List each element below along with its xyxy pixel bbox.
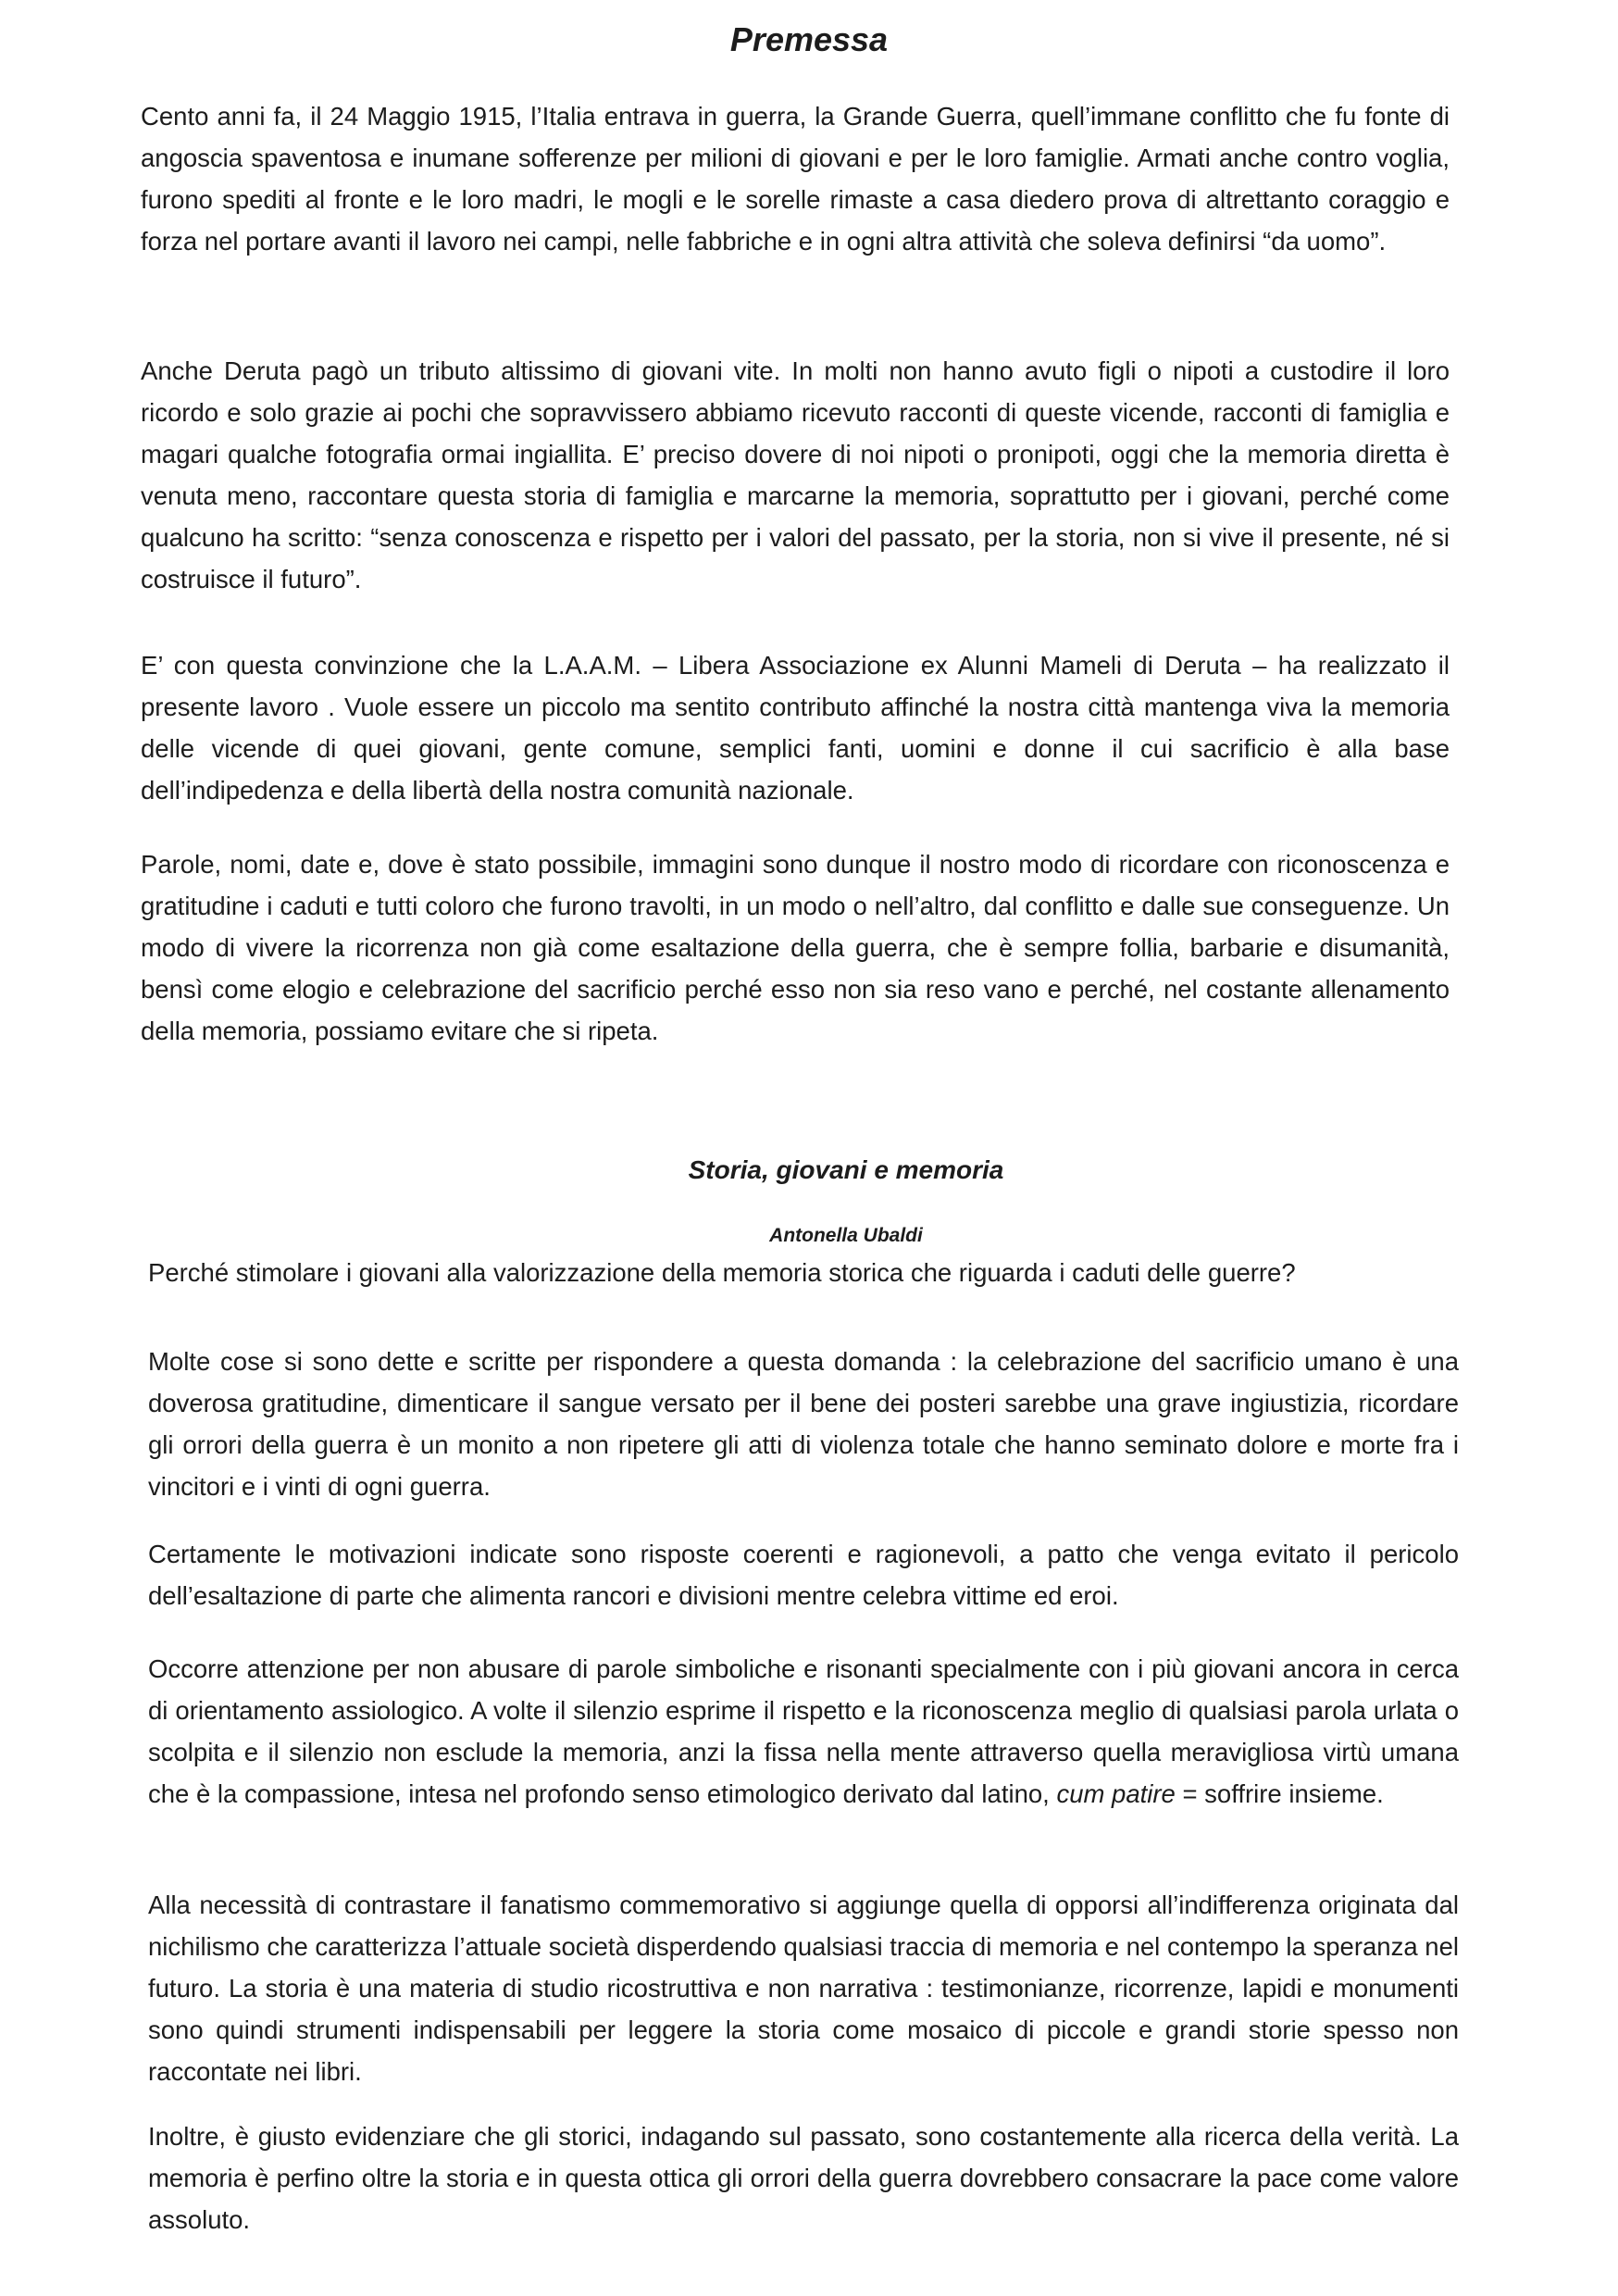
premessa-paragraph-4: Parole, nomi, date e, dove è stato possibile, immagini sono dunque il nostro modo di ricordare con riconoscenza e gratitudine i caduti e tutti coloro che furono travolti, in un modo o nell’altro, dal conflitto e dalle sue conseguenze. Un modo di vivere la ricorrenza non già come esaltazione della guerra, che è sempre follia, barbarie e disumanità, bensì come elogio e celebrazione del sacrificio perché esso non sia reso vano e perché, nel costante allenamento della memoria, possiamo evitare che si ripeta. — [141, 850, 1450, 1045]
latin-phrase: cum patire — [1056, 1779, 1176, 1808]
storia-paragraph-2: Molte cose si sono dette e scritte per rispondere a questa domanda : la celebrazione del sacrificio umano è una doverosa gratitudine, dimenticare il sangue versato per il bene dei posteri sarebbe una grave ingiustizia, ricordare gli orrori della guerra è un monito a non ripetere gli atti di violenza totale che hanno seminato dolore e morte fra i vincitori e i vinti di ogni guerra. — [148, 1347, 1459, 1501]
storia-paragraph-latin — [148, 1648, 1459, 1815]
storia-title: Storia, giovani e memoria — [688, 1155, 1004, 1184]
storia-paragraph-5: Alla necessità di contrastare il fanatismo commemorativo si aggiunge quella di opporsi all’indifferenza originata dal nichilismo che caratterizza l’attuale società disperdendo qualsiasi traccia di memoria e nel contempo la speranza nel futuro. La storia è una materia di studio ricostruttiva e non narrativa : testimonianze, ricorrenze, lapidi e monumenti sono quindi strumenti indispensabili per leggere la storia come mosaico di piccole e grandi storie spesso non raccontate nei libri. — [148, 1890, 1459, 2086]
premessa-paragraph-3: E’ con questa convinzione che la L.A.A.M. – Libera Associazione ex Alunni Mameli di Deruta – ha realizzato il presente lavoro . Vuole essere un piccolo ma sentito contributo affinché la nostra città mantenga viva la memoria delle vicende di quei giovani, gente comune, semplici fanti, uomini e donne il cui sacrificio è alla base dell’indipedenza e della libertà della nostra comunità nazionale. — [141, 651, 1450, 805]
premessa-paragraph-1: Cento anni fa, il 24 Maggio 1915, l’Italia entrava in guerra, la Grande Guerra, quell’immane conflitto che fu fonte di angoscia spaventosa e inumane sofferenze per milioni di giovani e per le loro famiglie. Armati anche contro voglia, furono spediti al fronte e le loro madri, le mogli e le sorelle rimaste a casa diedero prova di altrettanto coraggio e forza nel portare avanti il lavoro nei campi, nelle fabbriche e in ogni altra attività che soleva definirsi “da uomo”. — [141, 102, 1450, 256]
storia-author: Antonella Ubaldi — [769, 1225, 923, 1246]
storia-paragraph-3: Certamente le motivazioni indicate sono risposte coerenti e ragionevoli, a patto che venga evitato il pericolo dell’esaltazione di parte che alimenta rancori e divisioni mentre celebra vittime ed eroi. — [148, 1540, 1459, 1610]
premessa-title: Premessa — [729, 20, 889, 58]
latin-paragraph-after: = soffrire insieme. — [1175, 1779, 1384, 1808]
premessa-paragraph-2: Anche Deruta pagò un tributo altissimo di giovani vite. In molti non hanno avuto figli o nipoti a custodire il loro ricordo e solo grazie ai pochi che sopravvissero abbiamo ricevuto racconti di queste vicende, racconti di famiglia e magari qualche fotografia ormai ingiallita. E’ preciso dovere di noi nipoti o pronipoti, oggi che la memoria diretta è venuta meno, raccontare questa storia di famiglia e marcarne la memoria, soprattutto per i giovani, perché come qualcuno ha scritto: “senza conoscenza e rispetto per i valori del passato, per la storia, non si vive il presente, né si costruisce il futuro”. — [141, 356, 1450, 593]
storia-paragraph-1: Perché stimolare i giovani alla valorizzazione della memoria storica che riguarda i caduti delle guerre? — [148, 1258, 1296, 1287]
latin-paragraph-before: Occorre attenzione per non abusare di parole simboliche e risonanti specialmente con i più giovani ancora in cerca di orientamento assiologico. A volte il silenzio esprime il rispetto e la riconoscenza meglio di qualsiasi parola urlata o scolpita e il silenzio non esclude la memoria, anzi la fissa nella mente attraverso quella meravigliosa virtù umana che è la compassione, intesa nel profondo senso etimologico derivato dal latino, — [148, 1654, 1459, 1808]
storia-paragraph-6: Inoltre, è giusto evidenziare che gli storici, indagando sul passato, sono costantemente alla ricerca della verità. La memoria è perfino oltre la storia e in questa ottica gli orrori della guerra dovrebbero consacrare la pace come valore assoluto. — [148, 2122, 1459, 2234]
